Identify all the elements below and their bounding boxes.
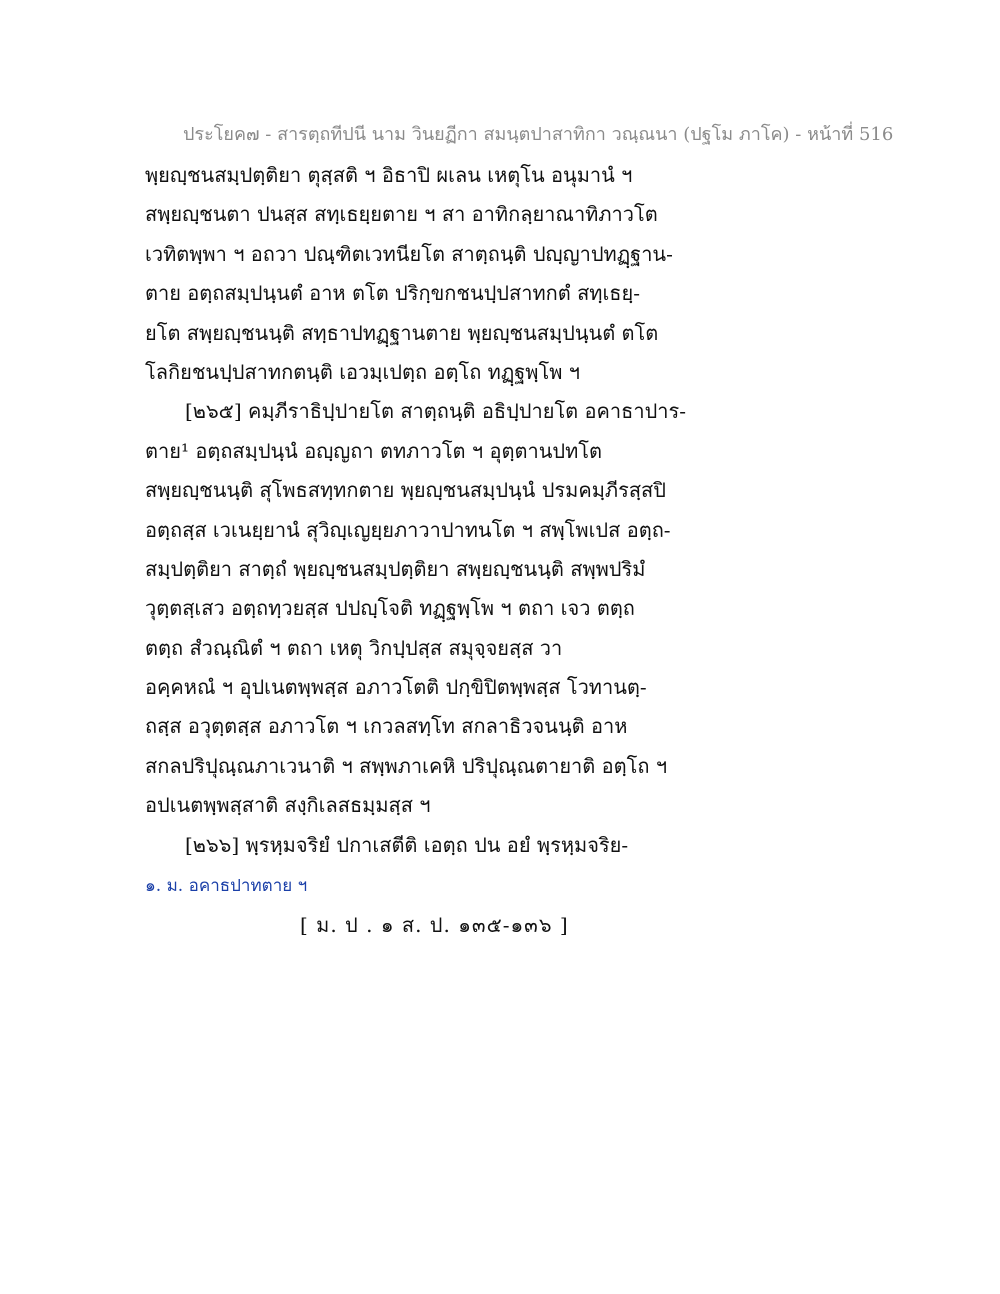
text-line: ตาย¹ อตฺถสมฺปนฺนํ อญฺญถา ตทภาวโต ฯ อุตฺตานปทโต xyxy=(145,438,602,463)
text-line: อปเนตพฺพสฺสาติ สงฺกิเลสธมฺมสฺส ฯ xyxy=(145,793,431,818)
footnote: ๑. ม. อคาธปาทตาย ฯ xyxy=(145,876,308,896)
text-line: อตฺถสฺส เวเนยฺยานํ สุวิญฺเญยฺยภาวาปาทนโต ฯ สพฺโพเปส อตฺถ- xyxy=(145,517,671,542)
text-line: ตาย อตฺถสมฺปนฺนตํ อาห ตโต ปริกฺขกชนปฺปสาทกตํ สทฺเธยฺ- xyxy=(145,281,640,306)
text-line: วุตฺตสฺเสว อตฺถทฺวยสฺส ปปญฺโจติ ทฏฺฐพฺโพ ฯ ตถา เจว ตตฺถ xyxy=(145,596,635,621)
text-line: อคฺคหณํ ฯ อุปเนตพฺพสฺส อภาวโตติ ปกฺขิปิตพฺพสฺส โวทานตฺ- xyxy=(145,675,647,700)
body-text xyxy=(145,156,685,865)
page-header: ประโยค๗ - สารตฺถทีปนี นาม วินยฏีกา สมนฺตปาสาทิกา วณฺณนา (ปฐโม ภาโค) - หน้าที่ 516 xyxy=(183,124,894,145)
text-line: สมฺปตฺติยา สาตฺถํ พฺยญฺชนสมฺปตฺติยา สพฺยญฺชนนฺติ สพฺพปริมํ xyxy=(145,556,646,581)
page-reference: [ ม. ป . ๑ ส. ป. ๑๓๕-๑๓๖ ] xyxy=(300,913,569,937)
text-line: ยโต สพฺยญฺชนนฺติ สทฺธาปทฏฺฐานตาย พฺยญฺชนสมฺปนฺนตํ ตโต xyxy=(145,320,659,345)
text-line: สพฺยญฺชนตา ปนสฺส สทฺเธยฺยตาย ฯ สา อาทิกลฺยาณาทิภาวโต xyxy=(145,202,658,227)
text-line: ถสฺส อวุตฺตสฺส อภาวโต ฯ เกวลสทฺโท สกลาธิวจนนฺติ อาห xyxy=(145,714,628,739)
text-line: เวทิตพฺพา ฯ อถวา ปณฺฑิตเวทนียโต สาตฺถนฺติ ปญฺญาปทฏฺฐาน- xyxy=(145,241,673,266)
text-line: สกลปริปุณฺณภาเวนาติ ฯ สพฺพภาเคหิ ปริปุณฺณตายาติ อตฺโถ ฯ xyxy=(145,753,668,778)
text-line: พฺยญฺชนสมฺปตฺติยา ตุสฺสติ ฯ อิธาปิ ผเลน เหตุโน อนุมานํ ฯ xyxy=(145,163,633,187)
paragraph-start-line: [๒๖๕] คมฺภีราธิปฺปายโต สาตฺถนฺติ อธิปฺปายโต อคาธาปาร- xyxy=(185,399,687,424)
text-line: สพฺยญฺชนนฺติ สุโพธสทฺทกตาย พฺยญฺชนสมฺปนฺนํ ปรมคมฺภีรสฺสปิ xyxy=(145,478,666,503)
text-line: โลกิยชนปฺปสาทกตนฺติ เอวมฺเปตฺถ อตฺโถ ทฏฺฐพฺโพ ฯ xyxy=(145,359,580,384)
paragraph-start-line: [๒๖๖] พฺรหฺมจริยํ ปกาเสตีติ เอตฺถ ปน อยํ พฺรหฺมจริย- xyxy=(185,832,629,857)
text-line: ตตฺถ สํวณฺณิตํ ฯ ตถา เหตุ วิกปฺปสฺส สมุจฺจยสฺส วา xyxy=(145,635,563,660)
